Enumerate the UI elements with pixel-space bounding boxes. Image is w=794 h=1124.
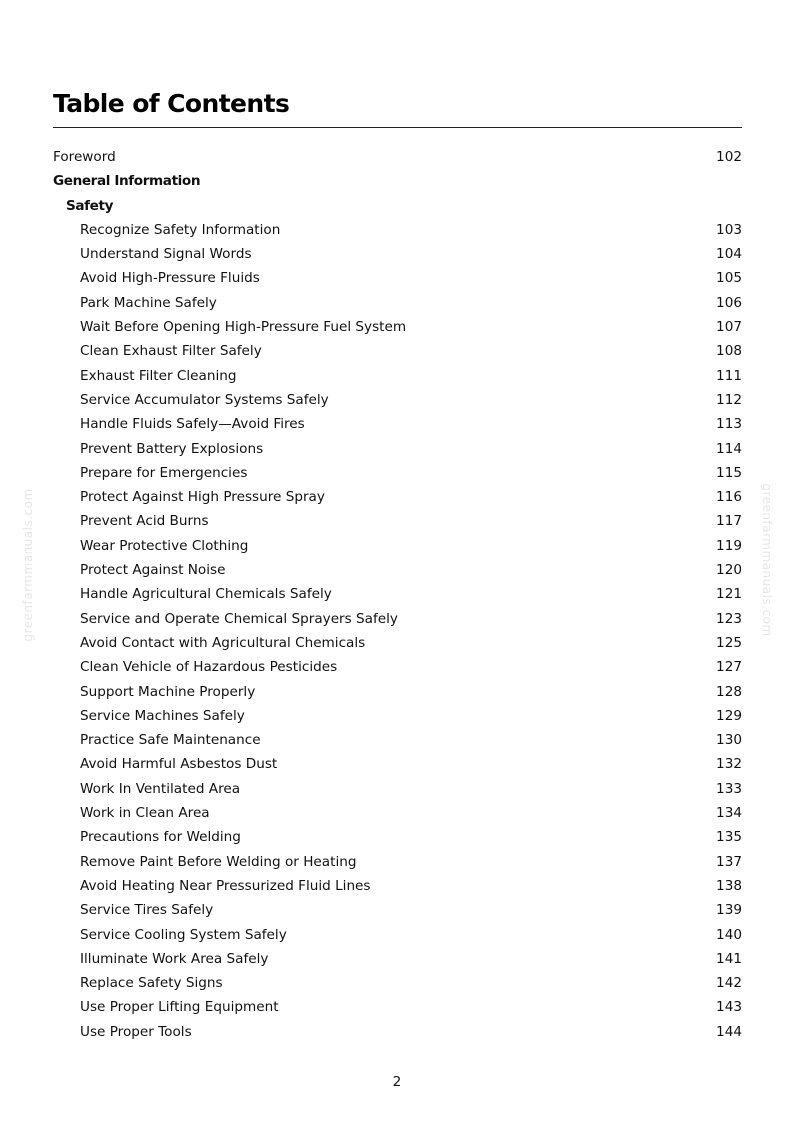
toc-entry-page: 144 (716, 1023, 742, 1040)
toc-entry[interactable] (53, 582, 742, 606)
toc-entry-label: Use Proper Tools (80, 1023, 192, 1040)
toc-entry[interactable] (53, 655, 742, 679)
toc-entry[interactable] (53, 825, 742, 849)
toc-entry-page: 103 (716, 221, 742, 238)
toc-entry[interactable] (53, 801, 742, 825)
toc-entry-label: Wait Before Opening High-Pressure Fuel System (80, 319, 407, 336)
toc-section-heading[interactable] (53, 169, 742, 193)
toc-entry-page: 138 (716, 877, 742, 894)
toc-entry-label: Work In Ventilated Area (80, 780, 241, 797)
toc-entry-label: Practice Safe Maintenance (80, 732, 261, 749)
toc-entry[interactable] (53, 680, 742, 704)
toc-entry-label: Recognize Safety Information (80, 221, 281, 238)
title-divider (53, 127, 742, 128)
toc-entry-label: General Information (53, 173, 201, 190)
toc-entry-page: 123 (716, 610, 742, 627)
toc-entry-label: Foreword (53, 149, 116, 165)
page-title: Table of Contents (53, 89, 290, 118)
toc-entry-label: Prevent Acid Burns (80, 513, 209, 530)
watermark-left: greenfarmmanuals.com (21, 488, 35, 642)
toc-entry[interactable] (53, 291, 742, 315)
toc-entry-label: Handle Fluids Safely—Avoid Fires (80, 416, 305, 433)
toc-entry-page: 115 (716, 464, 742, 481)
toc-entry-page: 125 (716, 634, 742, 651)
toc-entry-page: 113 (716, 416, 742, 433)
toc-entry[interactable] (53, 266, 742, 290)
toc-entry[interactable] (53, 923, 742, 947)
toc-entry[interactable] (53, 1020, 742, 1044)
toc-entry[interactable] (53, 339, 742, 363)
toc-entry-page: 132 (716, 756, 742, 773)
toc-entry[interactable] (53, 485, 742, 509)
toc-entry-page: 111 (716, 367, 742, 384)
toc-entry[interactable] (53, 558, 742, 582)
toc-entry[interactable] (53, 898, 742, 922)
toc-entry-label: Precautions for Welding (80, 829, 241, 846)
toc-entry-label: Protect Against High Pressure Spray (80, 489, 325, 506)
toc-entry[interactable] (53, 850, 742, 874)
toc-entry[interactable] (53, 364, 742, 388)
toc-entry-label: Prepare for Emergencies (80, 464, 248, 481)
toc-entry-label: Clean Vehicle of Hazardous Pesticides (80, 659, 338, 676)
toc-entry-page: 102 (716, 149, 742, 165)
toc-entry[interactable] (53, 874, 742, 898)
toc-entry[interactable] (53, 947, 742, 971)
toc-entry[interactable] (53, 607, 742, 631)
toc-entry-label: Prevent Battery Explosions (80, 440, 264, 457)
toc-entry-label: Understand Signal Words (80, 246, 252, 263)
toc-entry-label: Work in Clean Area (80, 805, 210, 822)
toc-entry[interactable] (53, 509, 742, 533)
toc-entry-label: Use Proper Lifting Equipment (80, 999, 279, 1016)
toc-entry-page: 119 (716, 537, 742, 554)
toc-entry-label: Avoid Heating Near Pressurized Fluid Lines (80, 877, 371, 894)
toc-entry[interactable] (53, 995, 742, 1019)
toc-entry-label: Service Machines Safely (80, 707, 245, 724)
toc-entry-page: 108 (716, 343, 742, 360)
toc-entry-page: 130 (716, 732, 742, 749)
toc-entry-page: 117 (716, 513, 742, 530)
toc-entry[interactable] (53, 412, 742, 436)
toc-entry-page: 112 (716, 391, 742, 408)
toc-entry-page: 134 (716, 805, 742, 822)
toc-entry-label: Service Cooling System Safely (80, 926, 287, 943)
toc-entry[interactable] (53, 388, 742, 412)
toc-entry-page: 127 (716, 659, 742, 676)
toc-entry-page: 121 (716, 586, 742, 603)
toc-entry[interactable] (53, 704, 742, 728)
toc-entry[interactable] (53, 631, 742, 655)
toc-entry-label: Illuminate Work Area Safely (80, 950, 269, 967)
toc-entry-label: Safety (66, 197, 114, 214)
toc-entry-label: Avoid High-Pressure Fluids (80, 270, 260, 287)
toc-entry-page: 107 (716, 319, 742, 336)
toc-entry-page: 129 (716, 707, 742, 724)
toc-entry-label: Handle Agricultural Chemicals Safely (80, 586, 332, 603)
page-number: 2 (392, 1074, 402, 1090)
toc-entry-page: 139 (716, 902, 742, 919)
toc-entry-label: Clean Exhaust Filter Safely (80, 343, 262, 360)
toc-entry[interactable] (53, 752, 742, 776)
toc-entry-label: Wear Protective Clothing (80, 537, 249, 554)
table-of-contents (53, 145, 742, 1044)
toc-entry-page: 141 (716, 950, 742, 967)
toc-entry-page: 143 (716, 999, 742, 1016)
toc-entry-label: Replace Safety Signs (80, 975, 223, 992)
toc-entry[interactable] (53, 242, 742, 266)
toc-entry[interactable] (53, 437, 742, 461)
toc-entry[interactable] (53, 534, 742, 558)
toc-entry-page: 140 (716, 926, 742, 943)
toc-entry[interactable] (53, 218, 742, 242)
toc-entry[interactable] (53, 145, 742, 169)
toc-entry[interactable] (53, 461, 742, 485)
toc-entry-label: Support Machine Properly (80, 683, 256, 700)
toc-entry[interactable] (53, 777, 742, 801)
toc-entry-page: 142 (716, 975, 742, 992)
toc-entry-label: Protect Against Noise (80, 562, 226, 579)
toc-entry[interactable] (53, 728, 742, 752)
toc-entry-page: 104 (716, 246, 742, 263)
toc-entry-label: Avoid Contact with Agricultural Chemicals (80, 634, 366, 651)
toc-entry-page: 133 (716, 780, 742, 797)
toc-entry-page: 135 (716, 829, 742, 846)
toc-entry-page: 137 (716, 853, 742, 870)
toc-entry-page: 120 (716, 562, 742, 579)
toc-entry[interactable] (53, 971, 742, 995)
toc-entry-label: Park Machine Safely (80, 294, 217, 311)
toc-entry-label: Service and Operate Chemical Sprayers Safely (80, 610, 398, 627)
toc-entry[interactable] (53, 315, 742, 339)
toc-entry-label: Avoid Harmful Asbestos Dust (80, 756, 278, 773)
toc-entry-page: 105 (716, 270, 742, 287)
toc-entry-label: Service Accumulator Systems Safely (80, 391, 329, 408)
toc-entry-page: 106 (716, 294, 742, 311)
toc-entry-label: Service Tires Safely (80, 902, 214, 919)
toc-subsection-heading[interactable] (53, 194, 742, 218)
watermark-right: greenfarmmanuals.com (760, 483, 774, 637)
toc-entry-label: Remove Paint Before Welding or Heating (80, 853, 357, 870)
toc-entry-page: 128 (716, 683, 742, 700)
toc-entry-page: 116 (716, 489, 742, 506)
toc-entry-label: Exhaust Filter Cleaning (80, 367, 237, 384)
toc-entry-page: 114 (716, 440, 742, 457)
